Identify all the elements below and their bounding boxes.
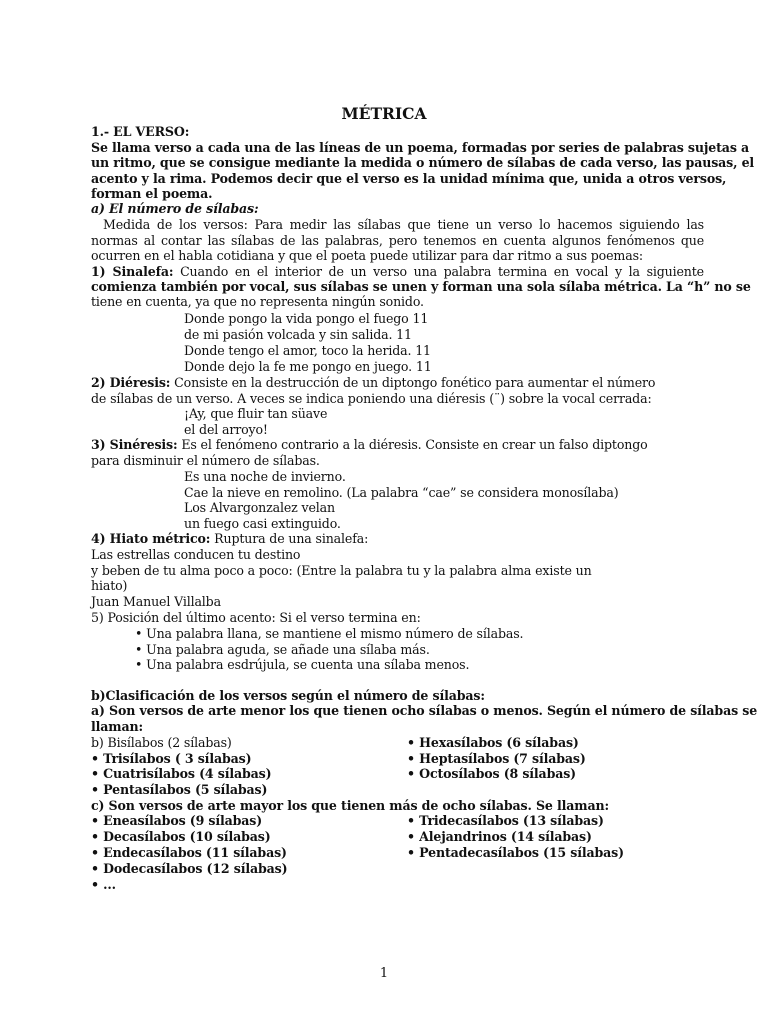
arte-mayor-line: c) Son versos de arte mayor los que tienen más de ocho sílabas. Se llaman: bbox=[91, 798, 609, 813]
arte-menor-item: • Pentasílabos (5 sílabas) bbox=[91, 782, 268, 797]
arte-menor-line: llaman: bbox=[91, 719, 143, 734]
medida-line: normas al contar las sílabas de las palabras, pero tenemos en cuenta algunos fenómenos que bbox=[91, 233, 704, 248]
verse-line: Cae la nieve en remolino. (La palabra “cae” se considera monosílaba) bbox=[184, 485, 619, 500]
arte-mayor-item: • ... bbox=[91, 877, 116, 892]
sinalefa-line-1 bbox=[91, 264, 704, 279]
verse-line: Donde dejo la fe me pongo en juego. 11 bbox=[184, 359, 432, 374]
arte-mayor-item: • Dodecasílabos (12 sílabas) bbox=[91, 861, 288, 876]
verse-line: Es una noche de invierno. bbox=[184, 469, 346, 484]
section-heading-el-verso: 1.- EL VERSO: bbox=[91, 124, 190, 139]
dieresis-text: Consiste en la destrucción de un diptongo fonético para aumentar el número bbox=[170, 375, 656, 390]
arte-menor-item: • Octosílabos (8 sílabas) bbox=[407, 766, 576, 781]
verse-line: Donde pongo la vida pongo el fuego 11 bbox=[184, 311, 429, 326]
verso-paragraph-line: un ritmo, que se consigue mediante la medida o número de sílabas de cada verso, las pausas, el bbox=[91, 155, 755, 170]
arte-mayor-item: • Alejandrinos (14 sílabas) bbox=[407, 829, 592, 844]
sinalefa-text: Cuando en el interior de un verso una palabra termina en vocal y la siguiente bbox=[173, 264, 704, 279]
sineresis-text: Es el fenómeno contrario a la diéresis. Consiste en crear un falso diptongo bbox=[177, 437, 648, 452]
page-number: 1 bbox=[379, 966, 389, 981]
arte-menor-line: a) Son versos de arte menor los que tienen ocho sílabas o menos. Según el número de sílabas se bbox=[91, 703, 758, 718]
sinalefa-label: 1) Sinalefa: bbox=[91, 264, 174, 279]
dieresis-line: de sílabas de un verso. A veces se indica poniendo una diéresis (¨) sobre la vocal cerrada: bbox=[91, 391, 652, 406]
verse-line: Donde tengo el amor, toco la herida. 11 bbox=[184, 343, 431, 358]
verso-paragraph-line: Se llama verso a cada una de las líneas de un poema, formadas por series de palabras sujetas a bbox=[91, 140, 750, 155]
arte-mayor-item: • Pentadecasílabos (15 sílabas) bbox=[407, 845, 624, 860]
hiato-verse-line: Las estrellas conducen tu destino bbox=[91, 547, 301, 562]
subheading-numero-silabas: a) El número de sílabas: bbox=[91, 201, 259, 216]
page-title: MÉTRICA bbox=[341, 104, 427, 123]
verso-paragraph-line: forman el poema. bbox=[91, 186, 213, 201]
hiato-verse-line: y beben de tu alma poco a poco: (Entre la palabra tu y la palabra alma existe un bbox=[91, 563, 592, 578]
sinalefa-line: comienza también por vocal, sus sílabas se unen y forman una sola sílaba métrica. La “h” no se bbox=[91, 279, 751, 294]
arte-mayor-item: • Endecasílabos (11 sílabas) bbox=[91, 845, 287, 860]
section-heading-clasificacion: b)Clasificación de los versos según el número de sílabas: bbox=[91, 688, 485, 703]
acento-bullet: • Una palabra aguda, se añade una sílaba más. bbox=[135, 642, 430, 657]
arte-menor-item: • Hexasílabos (6 sílabas) bbox=[407, 735, 579, 750]
verse-line: ¡Ay, que fluir tan süave bbox=[184, 406, 328, 421]
dieresis-line-1 bbox=[91, 375, 655, 390]
arte-menor-item: • Heptasílabos (7 sílabas) bbox=[407, 751, 586, 766]
sineresis-label: 3) Sinéresis: bbox=[91, 437, 178, 452]
acento-bullet: • Una palabra llana, se mantiene el mismo número de sílabas. bbox=[135, 626, 524, 641]
arte-mayor-item: • Decasílabos (10 sílabas) bbox=[91, 829, 271, 844]
verse-line: el del arroyo! bbox=[184, 422, 268, 437]
arte-menor-item: b) Bisílabos (2 sílabas) bbox=[91, 735, 232, 750]
dieresis-label: 2) Diéresis: bbox=[91, 375, 171, 390]
hiato-label: 4) Hiato métrico: bbox=[91, 531, 211, 546]
hiato-line-1 bbox=[91, 531, 368, 546]
arte-menor-item: • Trisílabos ( 3 sílabas) bbox=[91, 751, 252, 766]
medida-line: ocurren en el habla cotidiana y que el poeta puede utilizar para dar ritmo a sus poemas: bbox=[91, 248, 643, 263]
hiato-verse-line: hiato) bbox=[91, 578, 128, 593]
acento-heading: 5) Posición del último acento: Si el verso termina en: bbox=[91, 610, 421, 625]
sineresis-line: para disminuir el número de sílabas. bbox=[91, 453, 320, 468]
verso-paragraph-line: acento y la rima. Podemos decir que el verso es la unidad mínima que, unida a otros versos, bbox=[91, 171, 727, 186]
arte-mayor-item: • Eneasílabos (9 sílabas) bbox=[91, 813, 263, 828]
sinalefa-line: tiene en cuenta, ya que no representa ningún sonido. bbox=[91, 294, 424, 309]
hiato-text: Ruptura de una sinalefa: bbox=[210, 531, 369, 546]
acento-bullet: • Una palabra esdrújula, se cuenta una sílaba menos. bbox=[135, 657, 470, 672]
verse-line: Los Alvargonzalez velan bbox=[184, 500, 335, 515]
verse-line: de mi pasión volcada y sin salida. 11 bbox=[184, 327, 412, 342]
arte-menor-item: • Cuatrisílabos (4 sílabas) bbox=[91, 766, 272, 781]
medida-line: Medida de los versos: Para medir las sílabas que tiene un verso lo hacemos siguiendo las bbox=[103, 217, 704, 232]
hiato-author: Juan Manuel Villalba bbox=[91, 594, 221, 609]
arte-mayor-item: • Tridecasílabos (13 sílabas) bbox=[407, 813, 604, 828]
sineresis-line-1 bbox=[91, 437, 648, 452]
verse-line: un fuego casi extinguido. bbox=[184, 516, 341, 531]
